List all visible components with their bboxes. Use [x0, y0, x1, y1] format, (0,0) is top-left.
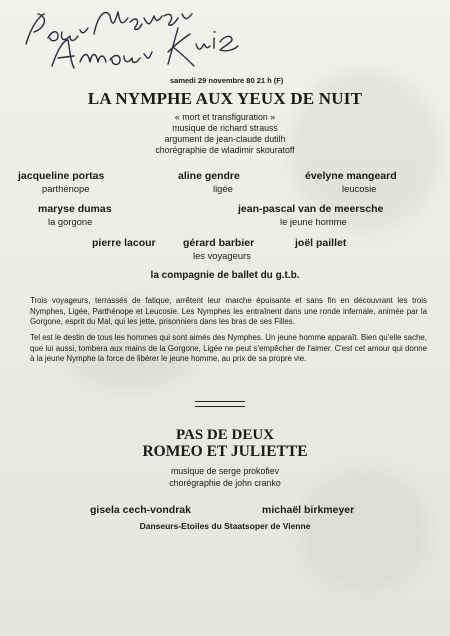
- dancer-name: michaël birkmeyer: [262, 504, 355, 516]
- cast-role: les voyageurs: [193, 250, 251, 261]
- dancers-credit: Danseurs-Etoiles du Staatsoper de Vienne: [139, 521, 311, 531]
- romeo-juliette-title: ROMEO ET JULIETTE: [142, 443, 308, 460]
- dancer-name: gisela cech-vondrak: [90, 504, 191, 516]
- cast-name: jean-pascal van de meersche: [238, 203, 384, 215]
- cast-role: le jeune homme: [280, 216, 347, 227]
- cast-name: jacqueline portas: [18, 170, 105, 182]
- music-credit-2: musique de serge prokofiev: [170, 466, 280, 476]
- synopsis-paragraph-1: Trois voyageurs, terrassés de fatique, arrêtent leur marche épuisante et sans fin en découvrant les trois Nymphes, Ligée, Parthénope et Leucosie. Les Nymphes les entraînent dans une ronde infernale, animée par la Gorgone, esprit du Mal, qui les jette, prisonniers dans les bras de ses Filles.: [30, 296, 427, 327]
- pas-de-deux-title: PAS DE DEUX: [175, 427, 275, 443]
- music-credit: musique de richard strauss: [172, 123, 278, 133]
- cast-name: joël paillet: [295, 237, 347, 249]
- cast-name: aline gendre: [178, 170, 240, 182]
- choreography-credit: chorégraphie de wladimir skouratoff: [155, 145, 295, 155]
- divider-rule: [195, 406, 245, 407]
- cast-name: gérard barbier: [183, 237, 255, 249]
- divider-rule: [195, 401, 245, 402]
- synopsis-paragraph-2: Tel est le destin de tous les hommes qui sont aimés des Nymphes. Un jeune homme apparaît. Bien qu'elle sache, que lui aussi, tombera aux mains de la Gorgone, Ligée ne peut s'empêcher de l'aimer. C'est cet amour qui donne à la jeune Nymphe la force de libérer le jeune homme, au prix de sa propre vie.: [30, 333, 427, 364]
- cast-name: pierre lacour: [92, 237, 156, 249]
- cast-name: maryse dumas: [38, 203, 112, 215]
- performance-date: samedi 29 novembre 80 21 h (F): [170, 76, 284, 85]
- ballet-subtitle: « mort et transfiguration »: [174, 112, 276, 122]
- cast-role: la gorgone: [48, 216, 93, 227]
- cast-role: ligée: [213, 183, 233, 194]
- cast-name: évelyne mangeard: [305, 170, 397, 182]
- ballet-title: LA NYMPHE AUX YEUX DE NUIT: [87, 89, 363, 108]
- cast-role: parthénope: [42, 183, 90, 194]
- choreography-credit-2: chorégraphie de john cranko: [169, 478, 281, 488]
- cast-role: leucosie: [342, 183, 377, 194]
- company-credit: la compagnie de ballet du g.t.b.: [150, 270, 300, 281]
- argument-credit: argument de jean-claude dutilh: [164, 134, 286, 144]
